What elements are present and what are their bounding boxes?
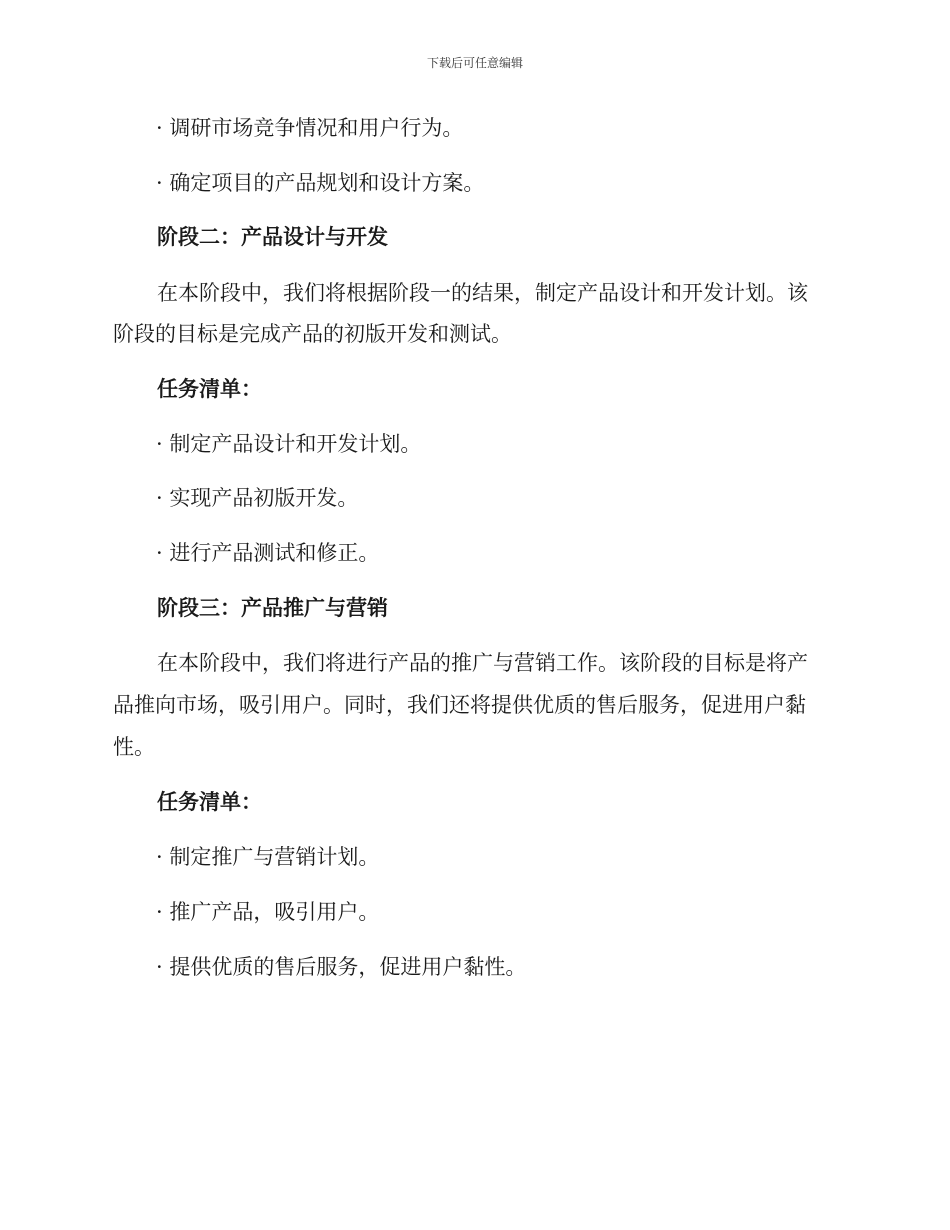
bullet-item: · 实现产品初版开发。 [156,486,359,510]
paragraph-line: 性。 [113,735,155,759]
section-heading-stage2: 阶段二：产品设计与开发 [157,224,388,249]
bullet-item: · 调研市场竞争情况和用户行为。 [156,116,464,140]
bullet-item: · 进行产品测试和修正。 [156,541,380,565]
bullet-item: · 制定推广与营销计划。 [156,845,380,869]
bullet-item: · 确定项目的产品规划和设计方案。 [156,171,485,195]
paragraph-line: 阶段的目标是完成产品的初版开发和测试。 [113,322,512,346]
task-list-title: 任务清单： [157,789,262,814]
paragraph-line: 在本阶段中，我们将进行产品的推广与营销工作。该阶段的目标是将产 [157,651,808,675]
bullet-item: · 推广产品，吸引用户。 [156,900,380,924]
task-list-title: 任务清单： [157,376,262,401]
page-header: 下载后可任意编辑 [426,56,523,70]
section-heading-stage3: 阶段三：产品推广与营销 [157,595,388,620]
paragraph-line: 品推向市场，吸引用户。同时，我们还将提供优质的售后服务，促进用户黏 [113,693,806,717]
paragraph-line: 在本阶段中，我们将根据阶段一的结果，制定产品设计和开发计划。该 [157,281,808,305]
bullet-item: · 制定产品设计和开发计划。 [156,432,422,456]
bullet-item: · 提供优质的售后服务，促进用户黏性。 [156,955,527,979]
